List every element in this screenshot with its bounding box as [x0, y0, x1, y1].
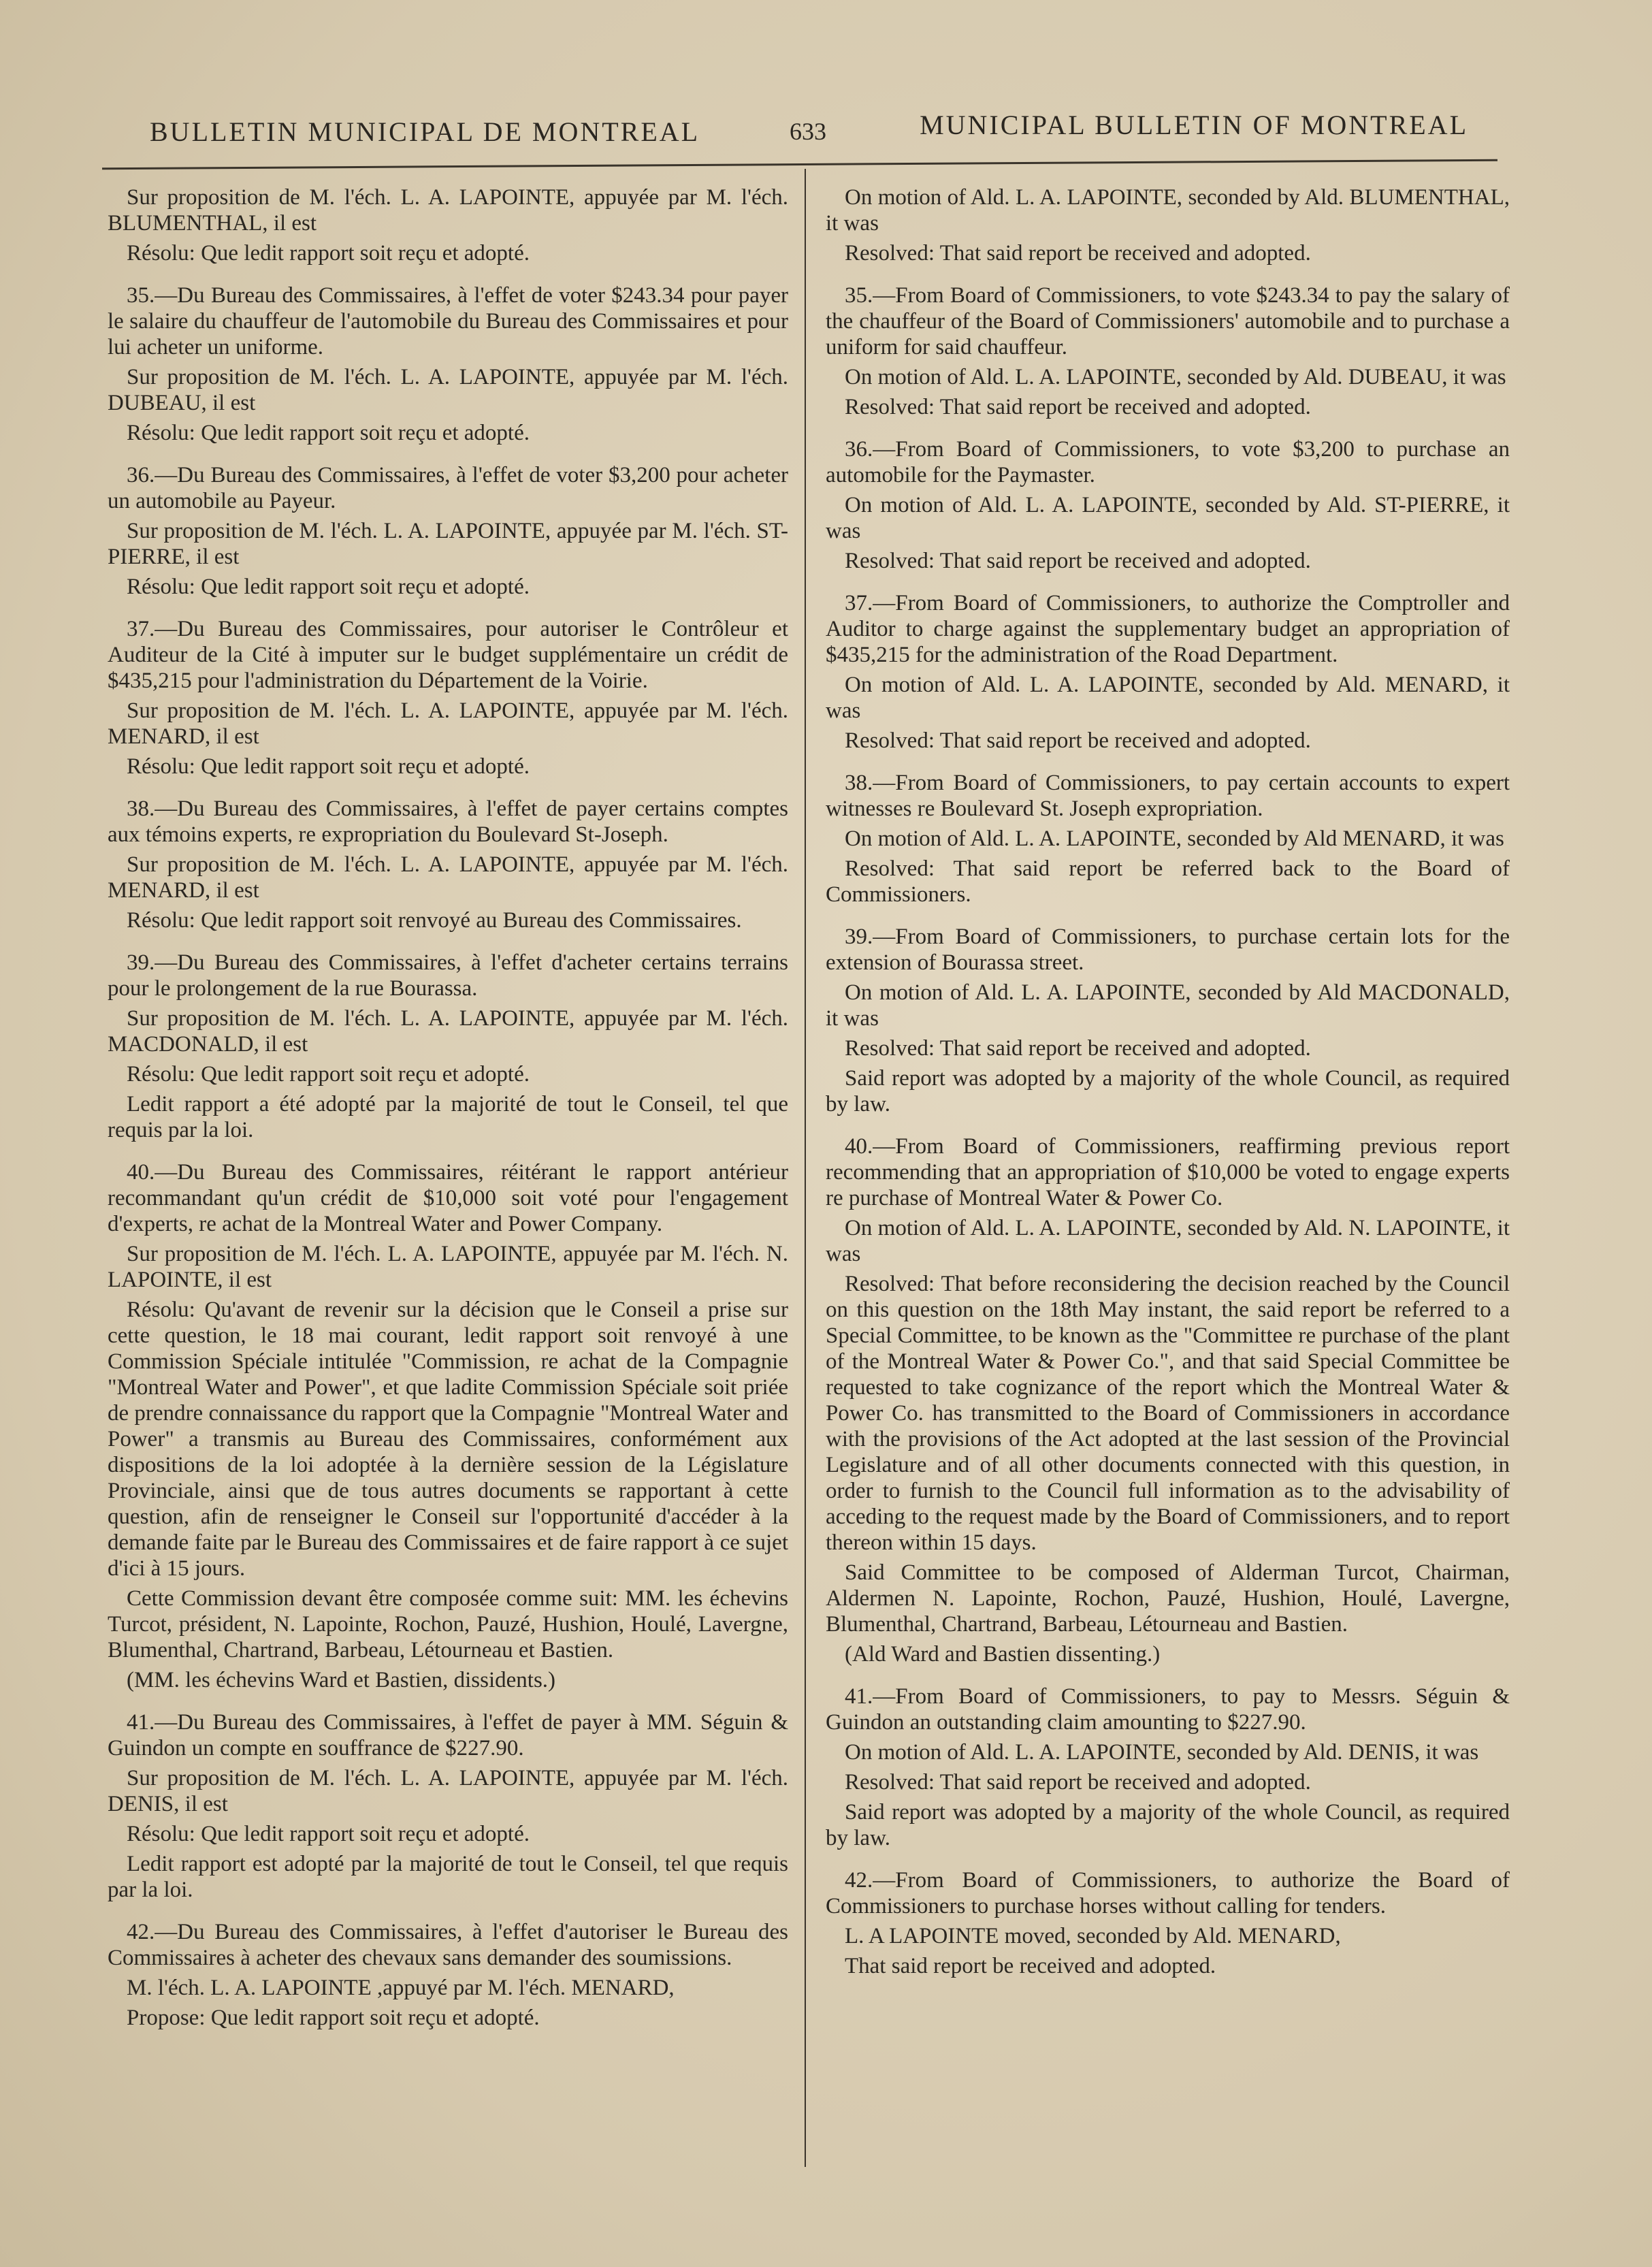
french-resolution: Résolu: Que ledit rapport soit reçu et adopté. [127, 421, 530, 445]
header-english-title: MUNICIPAL BULLETIN OF MONTREAL [920, 110, 1468, 140]
french-agenda-item: 38.—Du Bureau des Commissaires, à l'effet de payer certains comptes aux témoins experts, re expropriation du Boulevard St-Joseph. [108, 797, 788, 847]
english-resolution: Resolved: That said report be received and adopted. [845, 395, 1311, 419]
french-resolution: (MM. les échevins Ward et Bastien, dissidents.) [127, 1668, 556, 1692]
french-paragraph: Sur proposition de M. l'éch. L. A. LAPOINTE, appuyée par M. l'éch. N. LAPOINTE, il est [108, 1242, 788, 1292]
english-paragraph: Said report was adopted by a majority of the whole Council, as required by law. [826, 1800, 1510, 1850]
french-agenda-item: 42.—Du Bureau des Commissaires, à l'effet d'autoriser le Bureau des Commissaires à acheter des chevaux sans demander des soumissions. [108, 1920, 788, 1970]
english-paragraph: On motion of Ald. L. A. LAPOINTE, seconded by Ald. ST-PIERRE, it was [826, 493, 1510, 543]
french-paragraph: Sur proposition de M. l'éch. L. A. LAPOINTE, appuyée par M. l'éch. DUBEAU, il est [108, 365, 788, 415]
french-resolution: Résolu: Que ledit rapport soit reçu et adopté. [127, 1062, 530, 1087]
french-resolution: Résolu: Que ledit rapport soit reçu et adopté. [127, 241, 530, 266]
french-resolution: Résolu: Que ledit rapport soit reçu et adopté. [127, 1822, 530, 1846]
english-paragraph: Resolved: That before reconsidering the decision reached by the Council on this question on the 18th May instant, the said report be referred to a Special Committee, to be known as the "Committee re purchase of the plant of the Montreal Water & Power Co.", and that said Special Committee be requested to take cognizance of the report which the Montreal Water & Power Co. has transmitted to the Board of Commissioners in accordance with the provisions of the Act adopted at the last session of the Provincial Legislature and of all other documents connected with this question, in order to furnish to the Council full information as to the advisability of acceding to the request made by the Board of Commissioners, and to report thereon within 15 days. [826, 1272, 1510, 1555]
english-paragraph: On motion of Ald. L. A. LAPOINTE, seconded by Ald MACDONALD, it was [826, 980, 1510, 1031]
column-divider [805, 169, 806, 2167]
french-agenda-item: 35.—Du Bureau des Commissaires, à l'effet de voter $243.34 pour payer le salaire du chauffeur de l'automobile du Bureau des Commissaires et pour lui acheter un uniforme. [108, 283, 788, 359]
english-agenda-item: 36.—From Board of Commissioners, to vote $3,200 to purchase an automobile for the Paymaster. [826, 437, 1510, 487]
french-paragraph: Ledit rapport a été adopté par la majorité de tout le Conseil, tel que requis par la loi. [108, 1092, 788, 1142]
french-paragraph: Ledit rapport est adopté par la majorité de tout le Conseil, tel que requis par la loi. [108, 1852, 788, 1902]
english-resolution: Resolved: That said report be received and adopted. [845, 728, 1311, 753]
header-french-title: BULLETIN MUNICIPAL DE MONTREAL [150, 116, 700, 147]
french-column [108, 180, 788, 2031]
english-resolution: Resolved: That said report be received and adopted. [845, 549, 1311, 573]
page-number: 633 [790, 118, 826, 145]
french-agenda-item: 40.—Du Bureau des Commissaires, réitérant le rapport antérieur recommandant qu'un crédit de $10,000 soit voté pour l'engagement d'experts, re achat de la Montreal Water and Power Company. [108, 1160, 788, 1236]
english-agenda-item: 39.—From Board of Commissioners, to purchase certain lots for the extension of Bourassa street. [826, 925, 1510, 975]
french-agenda-item: 37.—Du Bureau des Commissaires, pour autoriser le Contrôleur et Auditeur de la Cité à imputer sur le budget supplémentaire un crédit de $435,215 pour l'administration du Département de la Voirie. [108, 617, 788, 693]
french-agenda-item: 36.—Du Bureau des Commissaires, à l'effet de voter $3,200 pour acheter un automobile au Payeur. [108, 463, 788, 513]
english-paragraph: On motion of Ald. L. A. LAPOINTE, seconded by Ald MENARD, it was [845, 826, 1504, 851]
english-agenda-item: 38.—From Board of Commissioners, to pay certain accounts to expert witnesses re Boulevard St. Joseph expropriation. [826, 771, 1510, 821]
french-paragraph: Sur proposition de M. l'éch. L. A. LAPOINTE, appuyée par M. l'éch. MACDONALD, il est [108, 1006, 788, 1057]
french-paragraph: Sur proposition de M. l'éch. L. A. LAPOINTE, appuyée par M. l'éch. BLUMENTHAL, il est [108, 185, 788, 236]
english-agenda-item: 35.—From Board of Commissioners, to vote $243.34 to pay the salary of the chauffeur of the Board of Commissioners' automobile and to purchase a uniform for said chauffeur. [826, 283, 1510, 359]
french-paragraph: M. l'éch. L. A. LAPOINTE ,appuyé par M. l'éch. MENARD, [127, 1976, 675, 2000]
french-paragraph: Sur proposition de M. l'éch. L. A. LAPOINTE, appuyée par M. l'éch. DENIS, il est [108, 1766, 788, 1816]
french-paragraph: Résolu: Que ledit rapport soit renvoyé au Bureau des Commissaires. [127, 908, 742, 933]
french-paragraph: Sur proposition de M. l'éch. L. A. LAPOINTE, appuyée par M. l'éch. MENARD, il est [108, 698, 788, 749]
french-agenda-item: 41.—Du Bureau des Commissaires, à l'effet de payer à MM. Séguin & Guindon un compte en souffrance de $227.90. [108, 1710, 788, 1760]
french-agenda-item: 39.—Du Bureau des Commissaires, à l'effet d'acheter certains terrains pour le prolongement de la rue Bourassa. [108, 950, 788, 1001]
french-paragraph: Résolu: Qu'avant de revenir sur la décision que le Conseil a prise sur cette question, le 18 mai courant, ledit rapport soit renvoyé à une Commission Spéciale intitulée "Commission, re achat de la Compagnie "Montreal Water and Power", et que ladite Commission Spéciale soit priée de prendre connaissance du rapport que la Compagnie "Montreal Water and Power" a transmis au Bureau des Commissaires, conformément aux dispositions de la loi adoptée à la dernière session de la Législature Provinciale, ainsi que de tous autres documents se rapportant à cette question, afin de renseigner le Conseil sur l'opportunité d'accéder à la demande faite par le Bureau des Commissaires et de faire rapport à ce sujet d'ici à 15 jours. [108, 1298, 788, 1581]
english-paragraph: On motion of Ald. L. A. LAPOINTE, seconded by Ald. DUBEAU, it was [845, 365, 1506, 389]
english-paragraph: On motion of Ald. L. A. LAPOINTE, seconded by Ald. MENARD, it was [826, 673, 1510, 723]
french-resolution: Résolu: Que ledit rapport soit reçu et adopté. [127, 754, 530, 779]
french-resolution: Propose: Que ledit rapport soit reçu et adopté. [127, 2006, 540, 2030]
english-paragraph: Said report was adopted by a majority of the whole Council, as required by law. [826, 1066, 1510, 1116]
english-paragraph: L. A LAPOINTE moved, seconded by Ald. MENARD, [845, 1924, 1341, 1948]
english-paragraph: On motion of Ald. L. A. LAPOINTE, seconded by Ald. DENIS, it was [845, 1740, 1479, 1765]
english-paragraph: On motion of Ald. L. A. LAPOINTE, seconded by Ald. N. LAPOINTE, it was [826, 1216, 1510, 1266]
french-paragraph: Sur proposition de M. l'éch. L. A. LAPOINTE, appuyée par M. l'éch. ST-PIERRE, il est [108, 519, 788, 569]
header-rule [102, 159, 1497, 170]
english-agenda-item: 40.—From Board of Commissioners, reaffirming previous report recommending that an appropriation of $10,000 be voted to engage experts re purchase of Montreal Water & Power Co. [826, 1134, 1510, 1210]
english-paragraph: Resolved: That said report be referred back to the Board of Commissioners. [826, 856, 1510, 907]
english-resolution: (Ald Ward and Bastien dissenting.) [845, 1642, 1161, 1667]
french-paragraph: Cette Commission devant être composée comme suit: MM. les échevins Turcot, président, N. Lapointe, Rochon, Pauzé, Hushion, Houlé, Lavergne, Blumenthal, Chartrand, Barbeau, Létourneau et Bastien. [108, 1586, 788, 1662]
english-paragraph: Said Committee to be composed of Alderman Turcot, Chairman, Aldermen N. Lapointe, Rochon, Pauzé, Hushion, Houlé, Lavergne, Blumenthal, Chartrand, Barbeau, Létourneau and Bastien. [826, 1560, 1510, 1637]
english-agenda-item: 41.—From Board of Commissioners, to pay to Messrs. Séguin & Guindon an outstanding claim amounting to $227.90. [826, 1684, 1510, 1735]
french-resolution: Résolu: Que ledit rapport soit reçu et adopté. [127, 575, 530, 599]
english-resolution: Resolved: That said report be received and adopted. [845, 1036, 1311, 1061]
english-resolution: That said report be received and adopted. [845, 1954, 1216, 1978]
english-resolution: Resolved: That said report be received and adopted. [845, 1770, 1311, 1795]
english-column [826, 180, 1510, 1979]
french-paragraph: Sur proposition de M. l'éch. L. A. LAPOINTE, appuyée par M. l'éch. MENARD, il est [108, 852, 788, 903]
english-paragraph: On motion of Ald. L. A. LAPOINTE, seconded by Ald. BLUMENTHAL, it was [826, 185, 1510, 236]
english-agenda-item: 37.—From Board of Commissioners, to authorize the Comptroller and Auditor to charge against the supplementary budget an appropriation of $435,215 for the administration of the Road Department. [826, 591, 1510, 667]
page-header [143, 109, 1495, 157]
english-resolution: Resolved: That said report be received and adopted. [845, 241, 1311, 266]
english-agenda-item: 42.—From Board of Commissioners, to authorize the Board of Commissioners to purchase horses without calling for tenders. [826, 1868, 1510, 1918]
